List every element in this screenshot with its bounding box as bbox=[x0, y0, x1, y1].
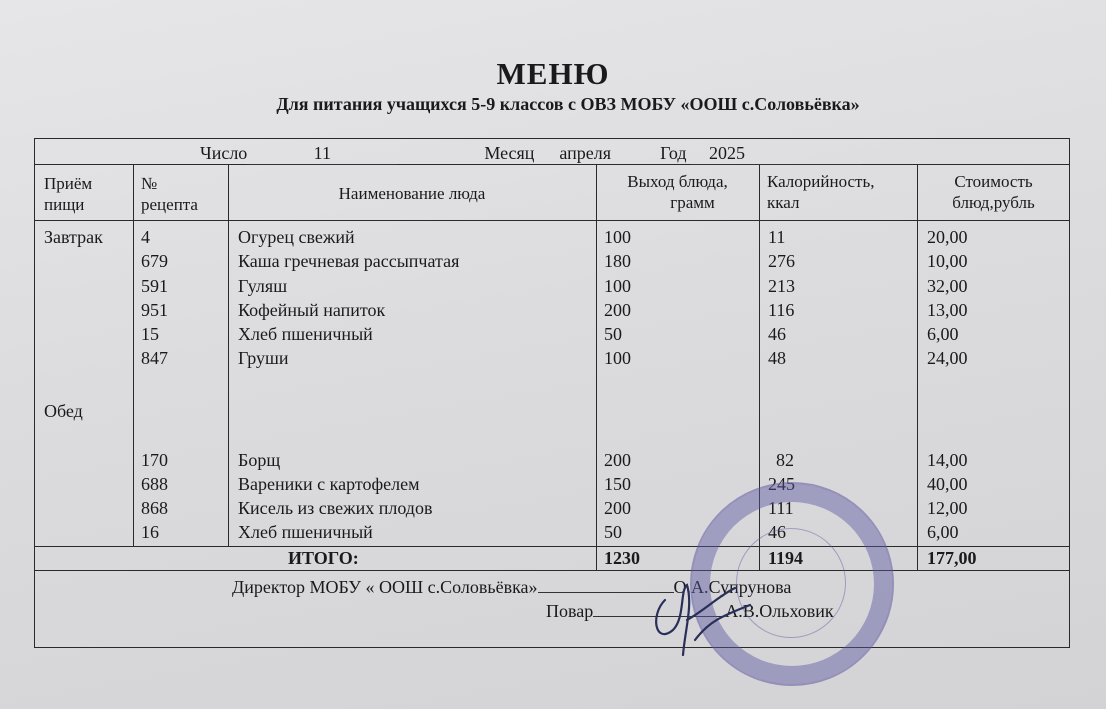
table-row-recipe: 951 bbox=[141, 300, 168, 320]
table-row-recipe: 15 bbox=[141, 324, 159, 344]
table-row-dish: Груши bbox=[238, 348, 289, 368]
col-divider-calories bbox=[917, 164, 918, 570]
table-row-dish: Борщ bbox=[238, 450, 281, 470]
table-row-calories: 276 bbox=[768, 251, 795, 271]
table-row-dish: Кофейный напиток bbox=[238, 300, 386, 320]
table-row-dish: Хлеб пшеничный bbox=[238, 324, 373, 344]
header-cost-line1: Стоимость bbox=[954, 172, 1033, 191]
table-row-output: 180 bbox=[604, 251, 631, 271]
header-calories-line1: Калорийность, bbox=[767, 172, 875, 191]
header-output-line1: Выход блюда, bbox=[627, 172, 728, 191]
handwritten-signature-icon bbox=[625, 560, 755, 660]
header-calories bbox=[767, 171, 875, 213]
table-row-cost: 24,00 bbox=[927, 348, 968, 368]
month-value: апреля bbox=[559, 143, 612, 163]
header-row-divider bbox=[34, 220, 1070, 221]
table-row-recipe: 679 bbox=[141, 251, 168, 271]
table-row-cost: 6,00 bbox=[927, 324, 959, 344]
table-row-output: 200 bbox=[604, 300, 631, 320]
header-recipe-line2: рецепта bbox=[141, 195, 198, 214]
table-row-cost: 32,00 bbox=[927, 276, 968, 296]
table-row-output: 50 bbox=[604, 324, 622, 344]
header-output bbox=[596, 171, 759, 213]
table-row-cost: 20,00 bbox=[927, 227, 968, 247]
table-row-output: 100 bbox=[604, 348, 631, 368]
document-subtitle: Для питания учащихся 5-9 классов с ОВЗ МОБУ «ООШ с.Соловьёвка» bbox=[276, 94, 860, 114]
table-row-cost: 14,00 bbox=[927, 450, 968, 470]
table-row-cost: 6,00 bbox=[927, 522, 959, 542]
header-recipe-line1: № bbox=[141, 174, 158, 193]
table-row-dish: Огурец свежий bbox=[238, 227, 355, 247]
date-line bbox=[200, 143, 861, 165]
header-recipe bbox=[141, 173, 198, 215]
col-divider-recipe bbox=[228, 164, 229, 546]
director-label: Директор МОБУ « ООШ с.Соловьёвка» bbox=[232, 577, 538, 597]
header-output-line2: грамм bbox=[670, 193, 715, 212]
year-value: 2025 bbox=[691, 143, 861, 165]
table-row-dish: Вареники с картофелем bbox=[238, 474, 420, 494]
table-row-dish: Каша гречневая рассыпчатая bbox=[238, 251, 460, 271]
document-title: МЕНЮ bbox=[496, 56, 610, 91]
day-label: Число bbox=[200, 143, 248, 163]
table-row-output: 200 bbox=[604, 450, 631, 470]
table-row-recipe: 688 bbox=[141, 474, 168, 494]
meal-lunch: Обед bbox=[44, 401, 83, 421]
meal-breakfast: Завтрак bbox=[44, 227, 103, 247]
table-row-calories: 245 bbox=[768, 474, 795, 494]
header-meal bbox=[44, 173, 92, 215]
table-row-calories: 116 bbox=[768, 300, 795, 320]
table-row-calories: 11 bbox=[768, 227, 786, 247]
table-row-output: 100 bbox=[604, 227, 631, 247]
table-row-output: 50 bbox=[604, 522, 622, 542]
header-meal-line1: Приём bbox=[44, 174, 93, 193]
year-label: Год bbox=[660, 143, 687, 163]
table-row-dish: Кисель из свежих плодов bbox=[238, 498, 433, 518]
header-cost bbox=[917, 171, 1070, 213]
table-row-output: 200 bbox=[604, 498, 631, 518]
director-name: О.А.Супрунова bbox=[673, 577, 792, 597]
table-row-recipe: 868 bbox=[141, 498, 168, 518]
table-row-recipe: 591 bbox=[141, 276, 168, 296]
header-calories-line2: ккал bbox=[767, 193, 800, 212]
table-row-recipe: 4 bbox=[141, 227, 150, 247]
table-row-recipe: 170 bbox=[141, 450, 168, 470]
table-row-cost: 10,00 bbox=[927, 251, 968, 271]
table-row-calories: 46 bbox=[768, 522, 786, 542]
totals-bottom-divider bbox=[34, 570, 1070, 571]
table-row-calories: 111 bbox=[768, 498, 794, 518]
table-row-cost: 12,00 bbox=[927, 498, 968, 518]
col-divider-name bbox=[596, 164, 597, 570]
table-row-cost: 13,00 bbox=[927, 300, 968, 320]
totals-output: 1230 bbox=[604, 548, 640, 568]
table-row-calories: 213 bbox=[768, 276, 795, 296]
header-meal-line2: пищи bbox=[44, 195, 85, 214]
table-row-cost: 40,00 bbox=[927, 474, 968, 494]
col-divider-meal bbox=[133, 164, 134, 546]
table-row-calories: 46 bbox=[768, 324, 786, 344]
table-row-recipe: 847 bbox=[141, 348, 168, 368]
cook-label: Повар bbox=[546, 601, 594, 621]
body-bottom-divider bbox=[34, 546, 1070, 547]
day-value: 11 bbox=[247, 143, 397, 165]
header-cost-line2: блюд,рубль bbox=[952, 193, 1035, 212]
totals-label: ИТОГО: bbox=[288, 548, 359, 568]
header-dish-name: Наименование люда bbox=[338, 184, 486, 203]
table-row-output: 100 bbox=[604, 276, 631, 296]
table-row-dish: Хлеб пшеничный bbox=[238, 522, 373, 542]
cook-name: А.В.Ольховик bbox=[725, 601, 834, 621]
table-row-calories: 82 bbox=[776, 450, 794, 470]
table-row-recipe: 16 bbox=[141, 522, 159, 542]
table-row-output: 150 bbox=[604, 474, 631, 494]
totals-calories: 1194 bbox=[768, 548, 804, 568]
totals-cost: 177,00 bbox=[927, 548, 977, 568]
table-row-dish: Гуляш bbox=[238, 276, 288, 296]
table-row-calories: 48 bbox=[768, 348, 786, 368]
month-label: Месяц bbox=[484, 143, 535, 163]
